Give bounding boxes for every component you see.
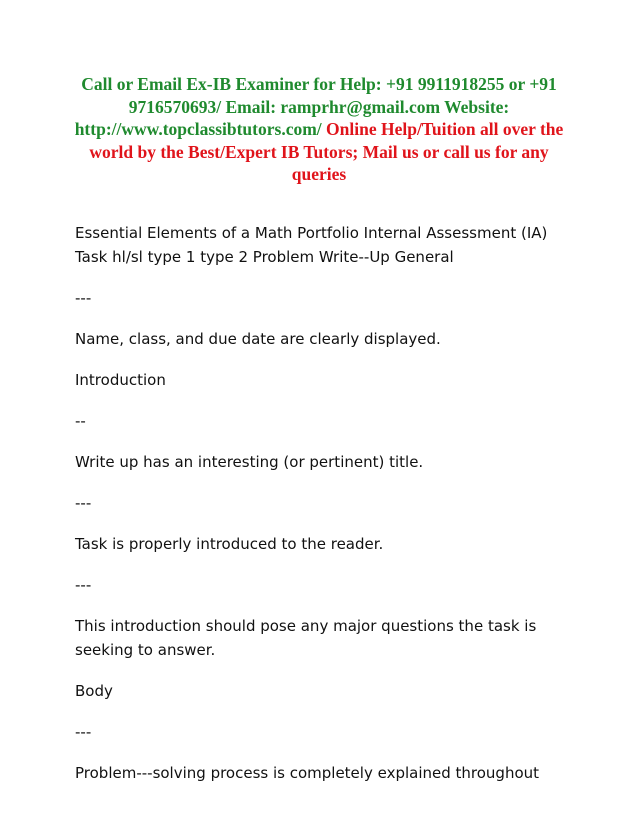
list-item: Write up has an interesting (or pertinent) title.	[75, 453, 424, 471]
contact-info-text: Call or Email Ex-IB Examiner for Help: +91 9911918255 or +91 9716570693/ Email: ramprhr@gmail.com Website: http://www.topclassibtutors.com/	[74, 74, 557, 139]
separator: ---	[75, 289, 92, 307]
separator: ---	[75, 576, 92, 594]
list-item: This introduction should pose any major questions the task is	[75, 617, 537, 635]
separator: ---	[75, 723, 92, 741]
list-item-continuation: seeking to answer.	[75, 641, 216, 659]
document-body	[75, 221, 575, 785]
tutoring-promo-text: Online Help/Tuition all over the world by the Best/Expert IB Tutors; Mail us or call us for any queries	[89, 119, 564, 184]
list-item: Name, class, and due date are clearly displayed.	[75, 330, 441, 348]
document-title-line-1: Essential Elements of a Math Portfolio Internal Assessment (IA)	[75, 224, 548, 242]
list-item: Task is properly introduced to the reader.	[75, 535, 384, 553]
separator: ---	[75, 494, 92, 512]
section-heading-introduction: Introduction	[75, 371, 166, 389]
document-title-line-2: Task hl/sl type 1 type 2 Problem Write--Up General	[75, 248, 454, 266]
separator: --	[75, 412, 86, 430]
section-heading-body: Body	[75, 682, 113, 700]
list-item: Problem---solving process is completely explained throughout	[75, 764, 540, 782]
contact-header	[66, 73, 572, 186]
